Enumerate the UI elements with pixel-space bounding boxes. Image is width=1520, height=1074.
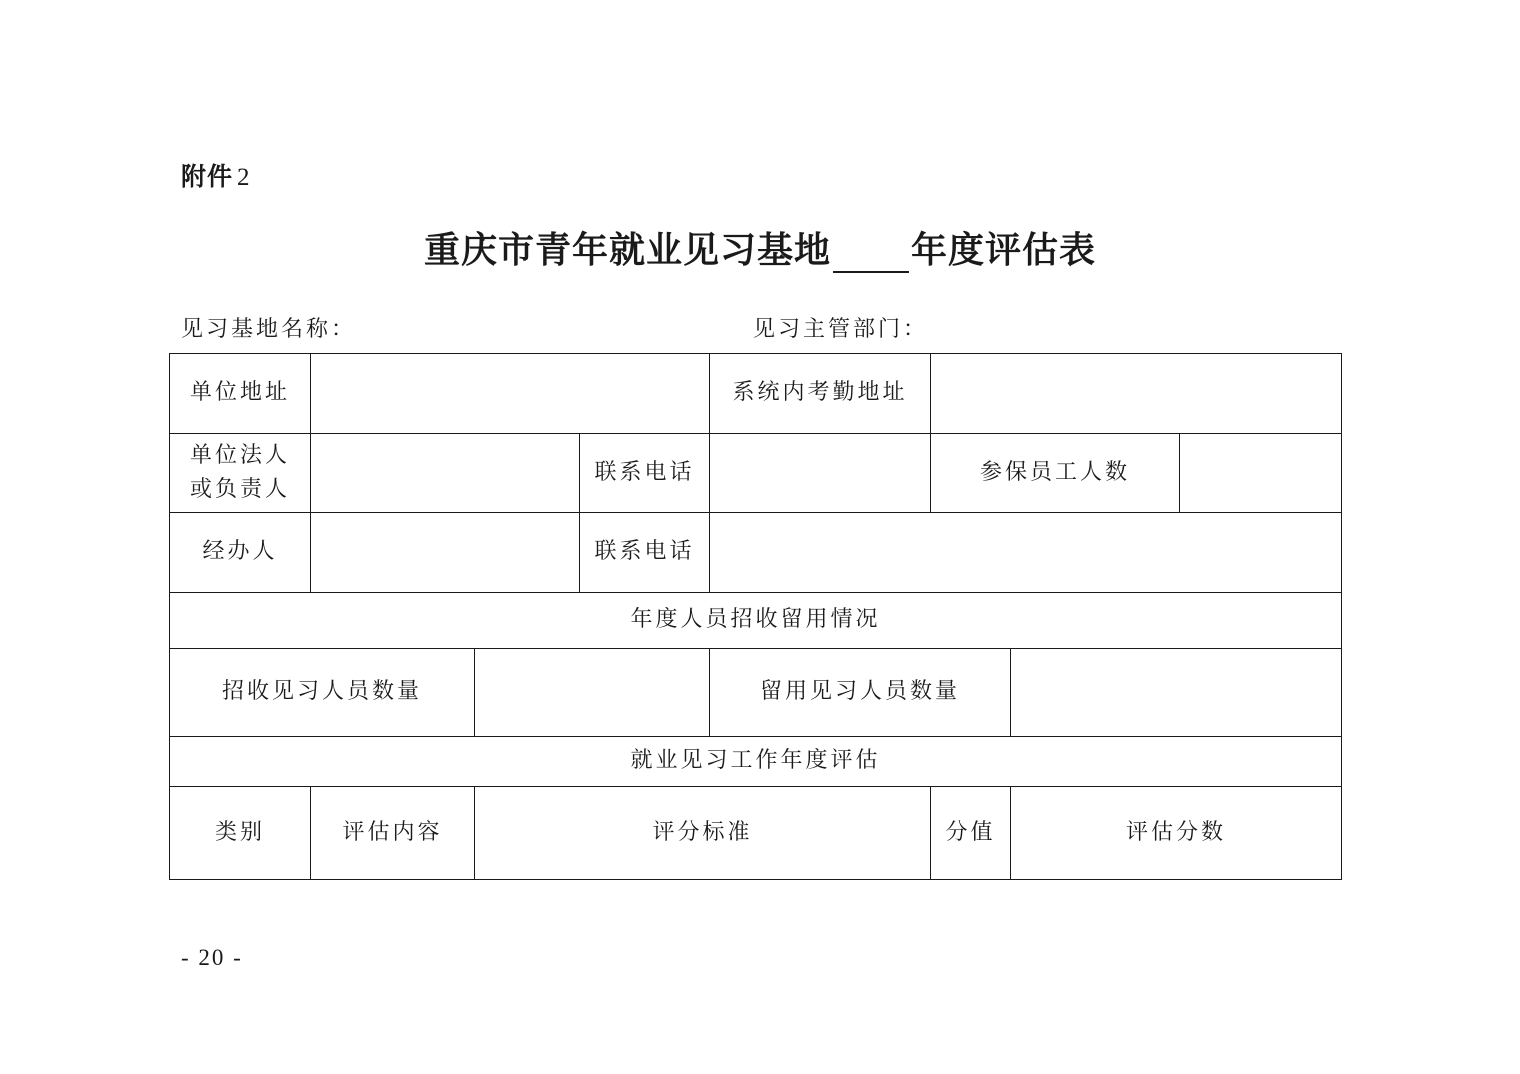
recruit-section-header: 年度人员招收留用情况 <box>170 593 1342 649</box>
recruited-count-label: 招收见习人员数量 <box>170 649 475 737</box>
table-row <box>170 593 1342 649</box>
attachment-text: 附件 <box>181 162 234 191</box>
handler-label: 经办人 <box>170 513 311 593</box>
table-row <box>170 787 1342 880</box>
contact-phone-label: 联系电话 <box>580 434 710 513</box>
evaluation-section-header: 就业见习工作年度评估 <box>170 737 1342 787</box>
department-label: 见习主管部门： <box>753 317 929 342</box>
retained-count-label: 留用见习人员数量 <box>710 649 1011 737</box>
contact-phone-2-label: 联系电话 <box>580 513 710 593</box>
col-eval-score: 评估分数 <box>1011 787 1342 880</box>
title-suffix: 年度评估表 <box>911 229 1097 271</box>
insured-employees-field[interactable] <box>1180 434 1342 513</box>
table-row <box>170 649 1342 737</box>
table-row <box>170 513 1342 593</box>
recruited-count-field[interactable] <box>475 649 710 737</box>
retained-count-field[interactable] <box>1011 649 1342 737</box>
page-title <box>0 222 1520 273</box>
col-standard: 评分标准 <box>475 787 931 880</box>
handler-field[interactable] <box>311 513 580 593</box>
legal-person-field[interactable] <box>311 434 580 513</box>
col-score: 分值 <box>931 787 1011 880</box>
base-name-label: 见习基地名称： <box>181 317 357 342</box>
year-blank-line <box>833 235 909 273</box>
col-content: 评估内容 <box>311 787 475 880</box>
insured-employees-label: 参保员工人数 <box>931 434 1180 513</box>
attachment-label <box>181 157 251 193</box>
title-prefix: 重庆市青年就业见习基地 <box>423 229 831 271</box>
attendance-address-field[interactable] <box>931 354 1342 434</box>
unit-address-field[interactable] <box>311 354 710 434</box>
col-category: 类别 <box>170 787 311 880</box>
attachment-number: 2 <box>237 164 251 191</box>
unit-address-label: 单位地址 <box>170 354 311 434</box>
contact-phone-2-field[interactable] <box>710 513 1342 593</box>
table-row <box>170 354 1342 434</box>
evaluation-form-table <box>169 353 1342 880</box>
table-row <box>170 737 1342 787</box>
attendance-address-label: 系统内考勤地址 <box>710 354 931 434</box>
contact-phone-field[interactable] <box>710 434 931 513</box>
legal-person-line2: 或负责人 <box>189 477 290 502</box>
legal-person-line1: 单位法人 <box>189 442 290 468</box>
table-row <box>170 434 1342 513</box>
legal-person-label <box>170 434 311 513</box>
page-number: - 20 - <box>181 945 243 970</box>
